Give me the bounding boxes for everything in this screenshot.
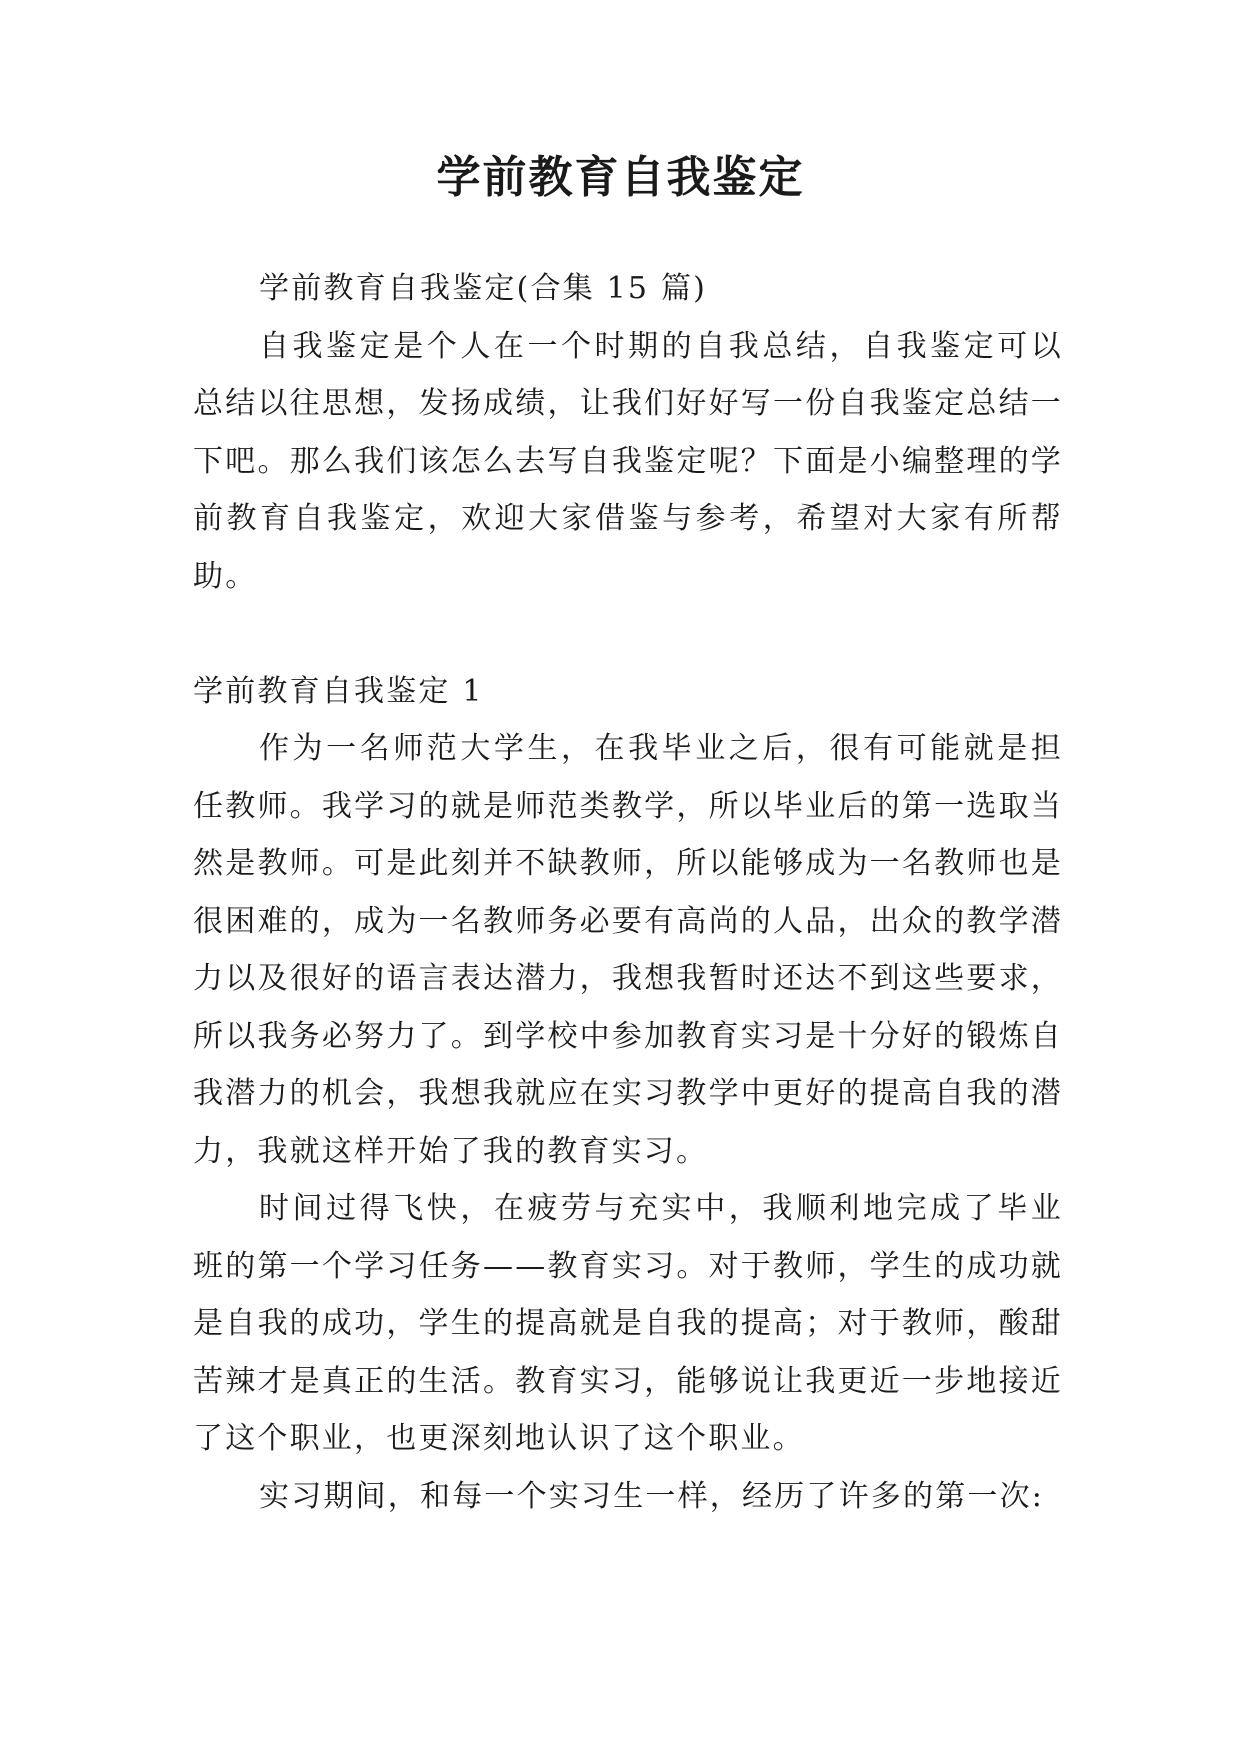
body-paragraph-1: 作为一名师范大学生，在我毕业之后，很有可能就是担任教师。我学习的就是师范类教学，所以毕业后的第一选取当然是教师。可是此刻并不缺教师，所以能够成为一名教师也是很困难的，成为一名教师务必要有高尚的人品，出众的教学潜力以及很好的语言表达潜力，我想我暂时还达不到这些要求，所以我务必努力了。到学校中参加教育实习是十分好的锻炼自我潜力的机会，我想我就应在实习教学中更好的提高自我的潜力，我就这样开始了我的教育实习。: [193, 731, 1063, 1169]
section-heading: 学前教育自我鉴定 1: [193, 673, 484, 709]
paragraph-spacer: [193, 605, 1063, 663]
document-title: 学前教育自我鉴定: [436, 152, 805, 203]
document-subtitle: 学前教育自我鉴定(合集 15 篇): [259, 271, 708, 306]
document-body: [193, 260, 1063, 1525]
body-paragraph-3: 实习期间，和每一个实习生一样，经历了许多的第一次:: [259, 1478, 1045, 1514]
body-paragraph-2: 时间过得飞快，在疲劳与充实中，我顺利地完成了毕业班的第一个学习任务——教育实习。对于教师，学生的成功就是自我的成功，学生的提高就是自我的提高；对于教师，酸甜苦辣才是真正的生活。教育实习，能够说让我更近一步地接近了这个职业，也更深刻地认识了这个职业。: [193, 1191, 1063, 1456]
intro-paragraph: 自我鉴定是个人在一个时期的自我总结，自我鉴定可以总结以往思想，发扬成绩，让我们好好写一份自我鉴定总结一下吧。那么我们该怎么去写自我鉴定呢？下面是小编整理的学前教育自我鉴定，欢迎大家借鉴与参考，希望对大家有所帮助。: [193, 328, 1063, 594]
